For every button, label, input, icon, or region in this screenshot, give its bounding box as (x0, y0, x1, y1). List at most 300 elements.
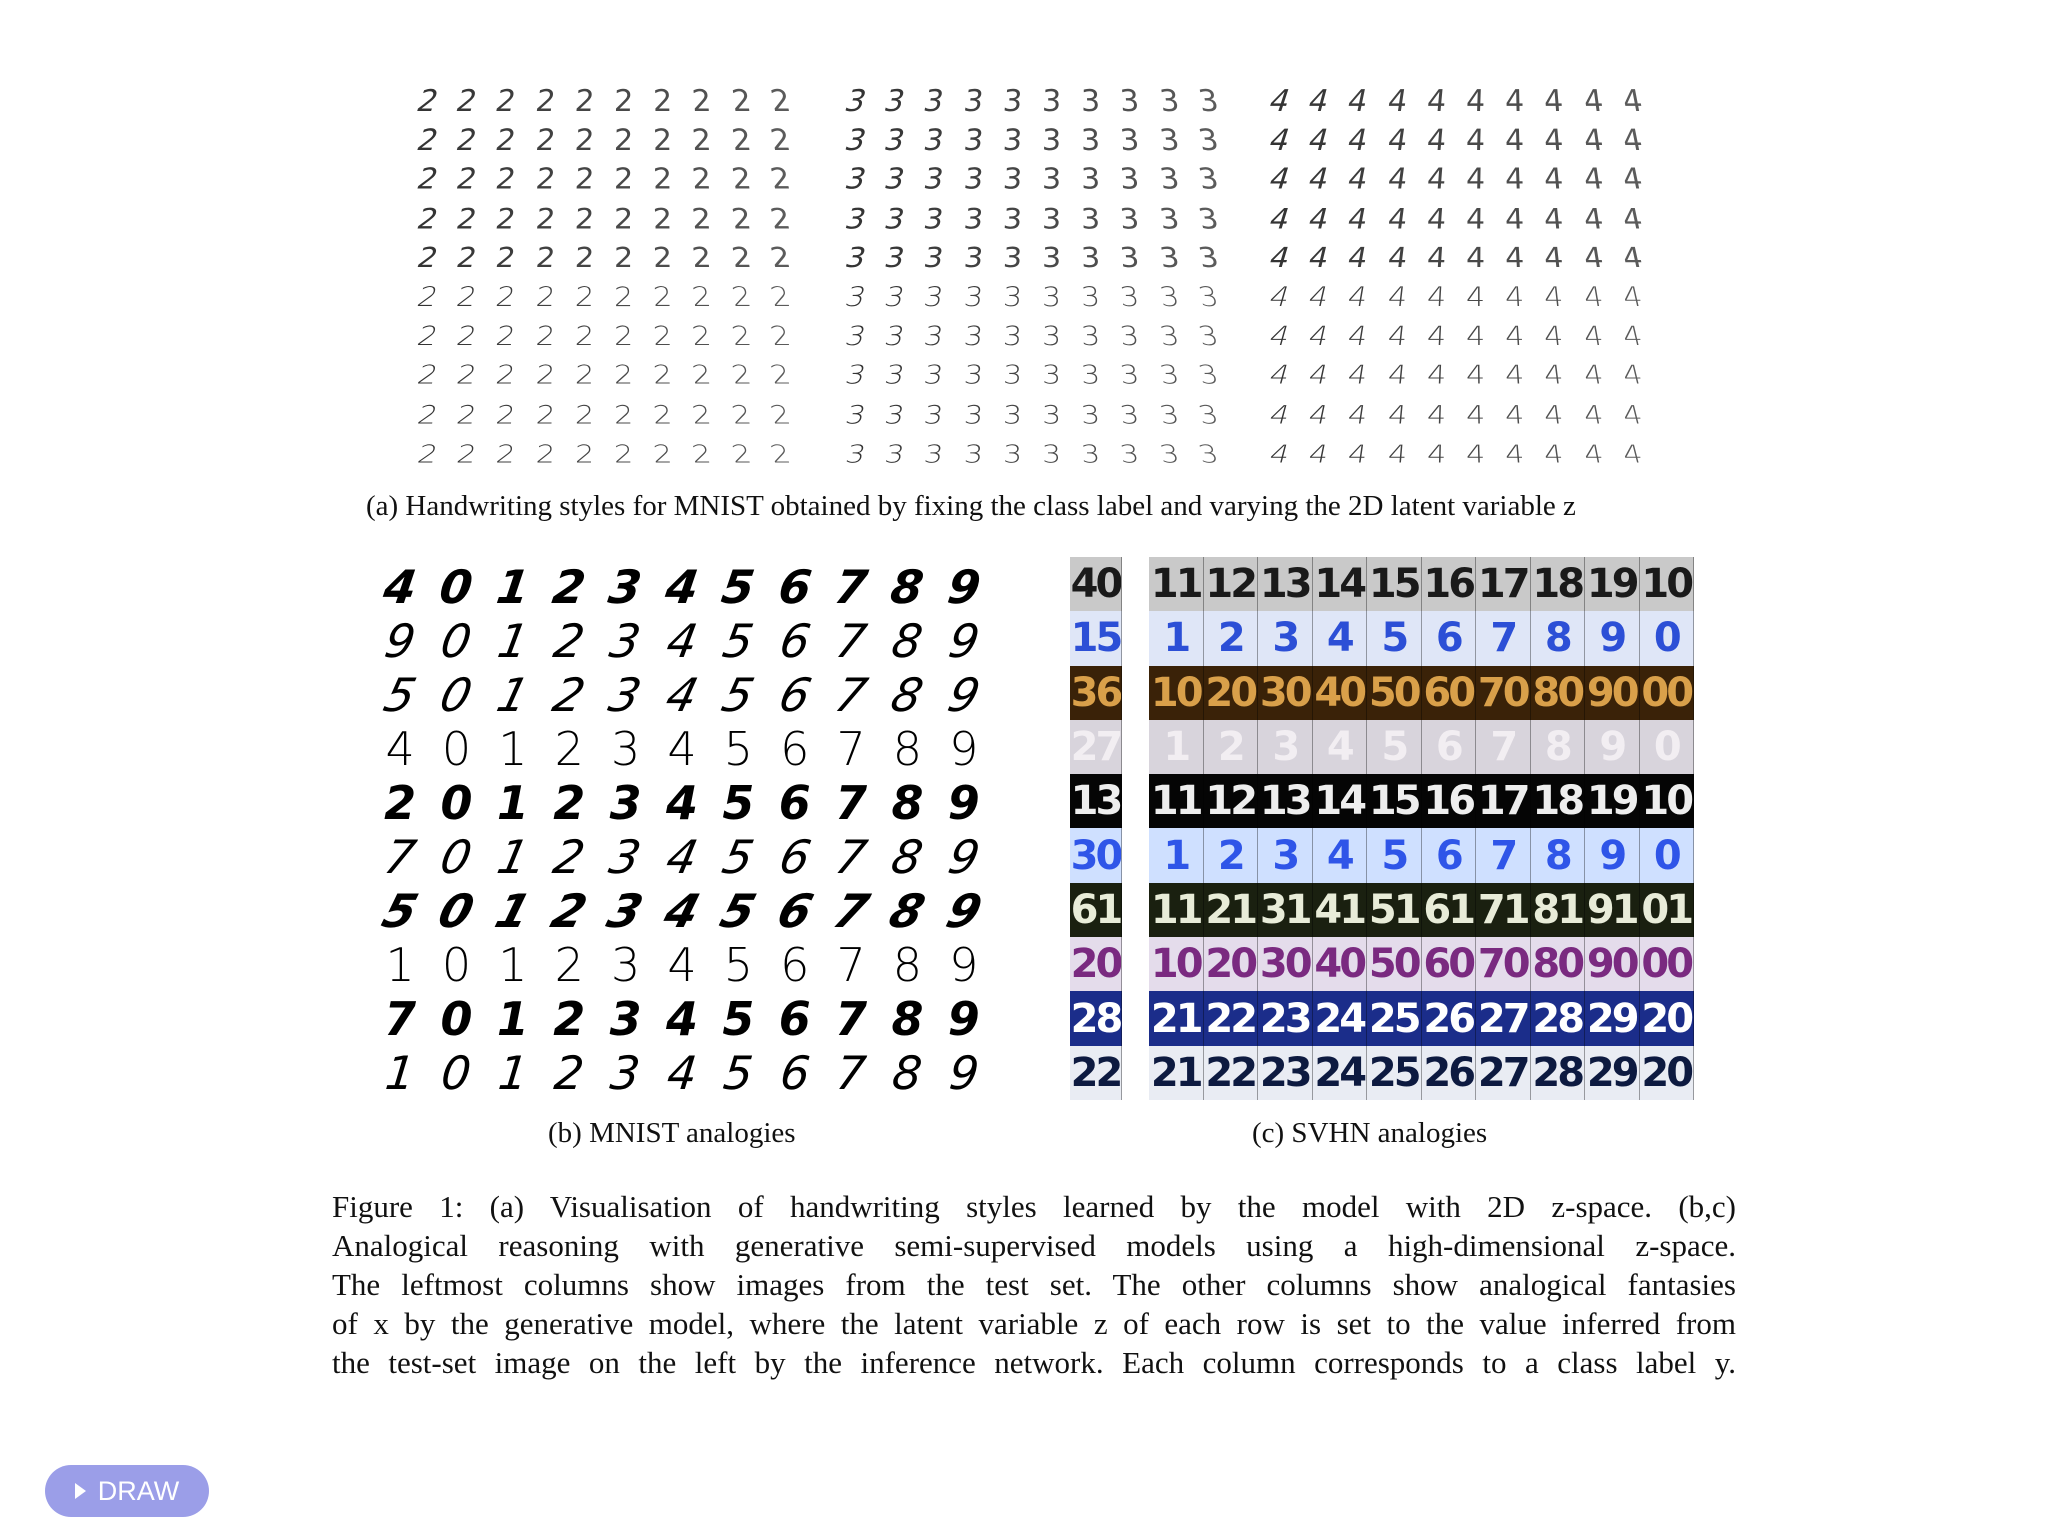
style-digit: 4 (1542, 162, 1566, 197)
style-digit: 2 (767, 202, 794, 236)
style-grid-digit-3 (836, 82, 1228, 474)
style-digit: 2 (767, 123, 794, 158)
style-digit: 2 (613, 202, 634, 236)
mnist-analogy-digit: 5 (722, 992, 755, 1046)
style-digit: 2 (767, 320, 794, 352)
style-digit: 4 (1542, 202, 1566, 236)
style-digit: 2 (728, 320, 754, 352)
style-digit: 3 (1118, 123, 1141, 158)
style-digit: 3 (921, 241, 947, 275)
mnist-analogy-digit: 3 (610, 938, 641, 992)
style-digit: 4 (1266, 360, 1294, 391)
mnist-analogy-digit: 7 (831, 560, 871, 614)
svhn-analogy-tile: 22 (1204, 991, 1259, 1045)
svhn-analogy-tile: 25 (1367, 991, 1422, 1045)
svhn-analogy-tile: 18 (1531, 774, 1586, 828)
caption-panel-c: (c) SVHN analogies (1252, 1117, 1488, 1149)
svhn-analogy-tile: 40 (1313, 937, 1368, 991)
style-digit: 3 (1079, 439, 1102, 469)
mnist-analogy-digit: 0 (436, 560, 477, 614)
style-digit: 4 (1346, 400, 1370, 430)
mnist-analogy-digit: 6 (780, 938, 810, 992)
svhn-analogy-tile: 14 (1313, 774, 1368, 828)
style-digit: 3 (1080, 202, 1101, 236)
style-digit: 4 (1542, 439, 1566, 469)
draw-button[interactable] (45, 1465, 209, 1517)
style-digit: 4 (1465, 320, 1486, 352)
mnist-analogy-digit: 3 (609, 992, 642, 1046)
style-digit: 2 (454, 360, 480, 391)
style-digit: 4 (1619, 83, 1646, 119)
style-digit: 2 (767, 439, 794, 469)
style-digit: 3 (1041, 320, 1062, 352)
mnist-analogy-digit: 6 (778, 776, 811, 830)
style-digit: 4 (1619, 400, 1646, 430)
svhn-analogy-tile: 13 (1258, 557, 1313, 611)
svhn-analogy-tile: 5 (1367, 828, 1422, 882)
style-digit: 2 (690, 400, 714, 430)
mnist-analogy-digit: 8 (889, 1046, 925, 1100)
style-digit: 2 (573, 202, 596, 236)
style-digit: 2 (573, 83, 596, 119)
svhn-analogy-tile: 6 (1422, 611, 1477, 665)
svhn-analogy-tile: 28 (1531, 991, 1586, 1045)
style-digit: 3 (1118, 320, 1142, 352)
style-digit: 4 (1503, 439, 1526, 469)
style-digit: 3 (1195, 400, 1222, 430)
mnist-analogy-digit: 2 (551, 1046, 587, 1100)
svhn-analogy-tile: 2 (1204, 720, 1259, 774)
style-digit: 2 (494, 360, 518, 391)
style-digit: 4 (1619, 162, 1646, 197)
style-digit: 2 (767, 241, 794, 275)
svhn-analogy-tile: 20 (1640, 991, 1695, 1045)
mnist-analogy-digit: 2 (549, 614, 589, 668)
style-digit: 4 (1385, 83, 1410, 119)
style-digit: 4 (1580, 320, 1606, 352)
style-digit: 3 (1118, 162, 1142, 197)
style-digit: 4 (1426, 439, 1447, 469)
mnist-analogy-digit: 5 (723, 938, 753, 992)
style-digit: 3 (921, 281, 947, 313)
mnist-analogy-digit: 7 (833, 1046, 869, 1100)
style-digit: 4 (1619, 360, 1646, 391)
style-grid-digit-4 (1260, 82, 1652, 474)
mnist-analogy-digit: 0 (440, 776, 473, 830)
figure-caption-line: Figure 1: (a) Visualisation of handwriting styles learned by the model with 2D z-space. (b,c) (332, 1189, 1736, 1224)
style-digit: 2 (690, 281, 714, 313)
svhn-test-tile: 20 (1070, 937, 1122, 991)
style-digit: 3 (1195, 123, 1222, 158)
svhn-analogy-tile: 00 (1640, 666, 1695, 720)
style-digit: 2 (728, 400, 754, 430)
svhn-analogy-tile: 00 (1640, 937, 1695, 991)
style-digit: 3 (1042, 281, 1062, 313)
svhn-test-tile: 22 (1070, 1046, 1122, 1100)
style-digit: 3 (1001, 202, 1024, 236)
mnist-analogy-digit: 5 (718, 560, 759, 614)
style-digit: 4 (1386, 400, 1409, 430)
svhn-analogy-tile: 4 (1313, 828, 1368, 882)
style-digit: 3 (1195, 162, 1222, 197)
figure-caption (332, 1187, 1736, 1382)
svhn-analogy-tile: 17 (1476, 774, 1531, 828)
mnist-analogy-digit: 5 (717, 830, 759, 884)
mnist-analogy-digit: 2 (553, 776, 586, 830)
style-digit: 3 (1195, 241, 1222, 275)
style-digit: 2 (691, 83, 713, 119)
style-digit: 2 (534, 320, 557, 352)
style-digit: 3 (921, 162, 947, 197)
style-digit: 3 (1156, 320, 1182, 352)
style-digit: 4 (1265, 320, 1294, 352)
style-digit: 2 (454, 400, 480, 430)
style-digit: 3 (922, 360, 946, 391)
mnist-analogy-digit: 4 (658, 884, 706, 938)
style-digit: 2 (533, 123, 558, 158)
style-digit: 2 (652, 162, 673, 197)
style-digit: 3 (881, 241, 909, 275)
style-digit: 2 (533, 241, 557, 275)
style-digit: 4 (1543, 83, 1565, 119)
mnist-analogy-digit: 9 (943, 830, 985, 884)
style-digit: 4 (1619, 320, 1646, 352)
svhn-analogy-tile: 8 (1531, 611, 1586, 665)
style-digit: 2 (613, 439, 634, 469)
mnist-analogy-digit: 9 (942, 668, 986, 722)
style-digit: 2 (534, 360, 557, 391)
mnist-test-digit: 9 (380, 614, 420, 668)
style-digit: 2 (652, 360, 674, 391)
style-digit: 3 (1195, 202, 1222, 236)
style-digit: 4 (1465, 123, 1486, 158)
style-digit: 2 (613, 360, 634, 391)
svhn-analogy-tile: 20 (1204, 666, 1259, 720)
mnist-analogy-digit: 0 (436, 830, 477, 884)
svhn-analogy-tile: 8 (1531, 720, 1586, 774)
style-digit: 4 (1426, 360, 1447, 391)
style-digit: 3 (1002, 400, 1023, 430)
style-digit: 4 (1266, 439, 1293, 469)
style-digit: 3 (840, 123, 871, 158)
svhn-analogy-tile: 10 (1149, 666, 1204, 720)
style-digit: 2 (614, 281, 634, 313)
style-digit: 4 (1266, 400, 1294, 430)
mnist-test-digit: 5 (378, 668, 422, 722)
style-digit: 4 (1465, 241, 1486, 275)
svhn-analogy-tile: 3 (1258, 720, 1313, 774)
style-digit: 2 (414, 439, 441, 469)
style-digit: 4 (1345, 281, 1371, 313)
style-digit: 4 (1542, 123, 1565, 158)
style-digit: 4 (1306, 439, 1332, 469)
style-digit: 2 (690, 162, 714, 197)
figure-caption-line: of x by the generative model, where the latent variable z of each row is set to the value inferred from (332, 1306, 1736, 1341)
style-digit: 2 (767, 360, 794, 391)
style-digit: 2 (613, 241, 634, 275)
mnist-analogy-digit: 9 (949, 938, 979, 992)
style-digit: 4 (1264, 123, 1295, 158)
style-digit: 4 (1305, 320, 1332, 352)
style-digit: 4 (1265, 202, 1295, 236)
svhn-analogy-tile: 6 (1422, 720, 1477, 774)
style-digit: 4 (1465, 83, 1486, 119)
style-digit: 2 (690, 202, 714, 236)
style-digit: 2 (453, 162, 481, 197)
svhn-analogy-tile: 30 (1258, 666, 1313, 720)
svhn-analogy-tile: 9 (1585, 720, 1640, 774)
style-digit: 3 (1195, 439, 1222, 469)
style-digit: 2 (729, 202, 754, 236)
svhn-analogy-tile: 50 (1367, 937, 1422, 991)
style-digit: 2 (728, 241, 754, 275)
svhn-analogy-tile: 10 (1149, 937, 1204, 991)
mnist-analogy-digit: 7 (831, 614, 871, 668)
mnist-analogy-digit: 7 (829, 668, 873, 722)
style-digit: 4 (1465, 202, 1486, 236)
style-digit: 4 (1542, 241, 1566, 275)
svhn-analogy-tile: 60 (1422, 666, 1477, 720)
style-digit: 2 (493, 123, 520, 158)
svhn-analogy-tile: 90 (1585, 937, 1640, 991)
style-digit: 4 (1542, 320, 1566, 352)
mnist-analogy-digit: 3 (608, 1046, 644, 1100)
style-digit: 2 (412, 83, 443, 119)
style-digit: 2 (574, 320, 595, 352)
svhn-analogy-tile: 20 (1204, 937, 1259, 991)
style-digit: 3 (1156, 439, 1182, 469)
mnist-analogy-digit: 6 (778, 992, 811, 1046)
svhn-analogy-tile: 10 (1640, 557, 1695, 611)
svhn-test-tile: 13 (1070, 774, 1122, 828)
svhn-analogy-tile: 60 (1422, 937, 1477, 991)
style-digit: 3 (1001, 83, 1024, 119)
style-digit: 2 (613, 400, 634, 430)
mnist-analogy-digit: 5 (716, 668, 760, 722)
svhn-analogy-tile: 2 (1204, 828, 1259, 882)
style-digit: 2 (533, 202, 557, 236)
style-digit: 3 (1118, 439, 1142, 469)
svhn-analogy-tile: 14 (1313, 557, 1368, 611)
style-digit: 3 (841, 241, 871, 275)
style-digit: 3 (1118, 202, 1142, 236)
style-digit: 2 (494, 400, 518, 430)
style-digit: 2 (729, 123, 754, 158)
mnist-analogy-digit: 3 (604, 668, 647, 722)
mnist-analogy-digit: 9 (944, 560, 984, 614)
caption-panel-b: (b) MNIST analogies (548, 1117, 796, 1149)
figure-caption-line: the test-set image on the left by the inference network. Each column corresponds to a class label y. (332, 1345, 1736, 1380)
style-digit: 3 (840, 83, 871, 119)
style-digit: 3 (840, 162, 871, 197)
style-digit: 4 (1385, 123, 1410, 158)
mnist-analogy-digit: 2 (547, 668, 591, 722)
style-digit: 2 (453, 281, 481, 313)
mnist-analogy-digit: 3 (605, 830, 647, 884)
style-digit: 3 (922, 439, 946, 469)
mnist-analogy-digit: 3 (609, 776, 642, 830)
style-digit: 2 (494, 439, 518, 469)
svhn-analogy-tile: 26 (1422, 1046, 1477, 1100)
style-digit: 3 (1156, 400, 1182, 430)
svhn-analogy-tile: 70 (1476, 937, 1531, 991)
mnist-analogy-digit: 4 (662, 614, 702, 668)
style-digit: 3 (882, 360, 908, 391)
style-digit: 2 (492, 83, 520, 119)
style-digit: 3 (1195, 360, 1222, 391)
style-digit: 3 (881, 320, 908, 352)
style-digit: 4 (1504, 320, 1526, 352)
style-digit: 4 (1385, 202, 1409, 236)
svhn-analogy-tile: 9 (1585, 828, 1640, 882)
style-digit: 3 (962, 439, 984, 469)
mnist-test-digit: 4 (385, 722, 415, 776)
style-digit: 3 (841, 320, 870, 352)
mnist-analogy-digit: 9 (946, 1046, 982, 1100)
mnist-analogy-digit: 6 (780, 722, 810, 776)
style-digit: 4 (1386, 320, 1409, 352)
mnist-analogy-digit: 2 (548, 830, 590, 884)
style-digit: 4 (1305, 281, 1333, 313)
style-digit: 4 (1542, 400, 1566, 430)
svhn-analogy-tile: 61 (1422, 883, 1477, 937)
style-digit: 4 (1504, 123, 1525, 158)
mnist-analogy-digit: 2 (553, 992, 586, 1046)
style-digit: 3 (1118, 360, 1142, 391)
mnist-analogy-digit: 4 (667, 938, 697, 992)
style-digit: 4 (1542, 360, 1566, 391)
mnist-test-digit: 1 (382, 1046, 418, 1100)
svhn-analogy-tile: 27 (1476, 991, 1531, 1045)
svhn-analogy-tile: 3 (1258, 611, 1313, 665)
svhn-analogy-tile: 10 (1640, 774, 1695, 828)
style-digit: 4 (1264, 162, 1295, 197)
figure-caption-line: Analogical reasoning with generative semi-supervised models using a high-dimensional z-space. (332, 1228, 1736, 1263)
svhn-test-tile: 36 (1070, 666, 1122, 720)
style-digit: 4 (1504, 83, 1525, 119)
mnist-analogy-digit: 1 (489, 884, 537, 938)
mnist-analogy-digit: 6 (770, 884, 819, 938)
style-digit: 4 (1346, 320, 1371, 352)
style-digit: 3 (880, 83, 910, 119)
mnist-analogy-digit: 7 (835, 776, 868, 830)
style-digit: 3 (1080, 360, 1102, 391)
svhn-analogy-tile: 16 (1422, 557, 1477, 611)
mnist-analogy-digit: 1 (495, 1046, 531, 1100)
style-digit: 4 (1581, 123, 1606, 158)
style-digit: 2 (493, 202, 519, 236)
mnist-analogy-digit: 0 (439, 1046, 475, 1100)
style-digit: 4 (1619, 241, 1646, 275)
style-digit: 4 (1504, 360, 1526, 391)
style-digit: 3 (1118, 281, 1142, 313)
style-digit: 2 (493, 281, 519, 313)
svhn-analogy-tile: 30 (1258, 937, 1313, 991)
style-digit: 3 (962, 360, 985, 391)
style-digit: 2 (413, 241, 443, 275)
mnist-analogy-digit: 7 (836, 938, 866, 992)
style-digit: 4 (1425, 202, 1448, 236)
style-digit: 2 (534, 439, 556, 469)
mnist-analogy-digit: 5 (723, 722, 753, 776)
style-digit: 4 (1504, 162, 1525, 197)
style-digit: 3 (1080, 400, 1102, 430)
style-digit: 4 (1580, 439, 1606, 469)
style-digit: 3 (842, 360, 870, 391)
style-digit: 2 (729, 162, 754, 197)
mnist-analogy-digit: 2 (554, 722, 584, 776)
style-digit: 3 (1156, 360, 1182, 391)
style-digit: 2 (728, 281, 754, 313)
style-digit: 4 (1581, 162, 1606, 197)
style-digit: 2 (652, 320, 674, 352)
style-digit: 4 (1465, 439, 1486, 469)
mnist-analogy-digit: 7 (835, 992, 868, 1046)
style-digit: 2 (767, 162, 794, 197)
svhn-analogy-tile: 1 (1149, 720, 1204, 774)
style-digit: 2 (652, 400, 674, 430)
style-digit: 3 (1080, 281, 1102, 313)
svhn-analogy-tile: 24 (1313, 991, 1368, 1045)
style-digit: 2 (690, 241, 714, 275)
style-digit: 3 (921, 202, 947, 236)
style-digit: 4 (1386, 439, 1408, 469)
style-digit: 4 (1385, 241, 1409, 275)
svhn-analogy-tile: 20 (1640, 1046, 1695, 1100)
svhn-analogy-tile: 7 (1476, 611, 1531, 665)
style-digit: 2 (533, 281, 557, 313)
mnist-analogy-digit: 7 (836, 722, 866, 776)
svhn-analogy-tile: 21 (1204, 883, 1259, 937)
svhn-test-tile: 28 (1070, 991, 1122, 1045)
svhn-analogy-tile: 1 (1149, 828, 1204, 882)
style-digit: 3 (1080, 123, 1101, 158)
svhn-analogy-tile: 21 (1149, 991, 1204, 1045)
style-grid-digit-2 (408, 82, 800, 474)
style-digit: 4 (1580, 360, 1606, 391)
mnist-analogy-digit: 4 (665, 992, 698, 1046)
svhn-analogy-tile: 40 (1313, 666, 1368, 720)
style-digit: 3 (961, 241, 985, 275)
style-digit: 3 (961, 202, 985, 236)
svhn-analogy-tile: 81 (1531, 883, 1586, 937)
style-digit: 3 (842, 439, 869, 469)
style-digit: 2 (767, 400, 794, 430)
style-digit: 3 (962, 400, 985, 430)
caption-panel-a: (a) Handwriting styles for MNIST obtained by fixing the class label and varying the 2D latent variable z (366, 490, 1576, 522)
style-digit: 2 (414, 360, 442, 391)
svhn-analogy-tile: 80 (1531, 937, 1586, 991)
style-digit: 2 (494, 320, 519, 352)
mnist-analogy-digit: 9 (947, 992, 980, 1046)
svhn-analogy-tile: 41 (1313, 883, 1368, 937)
mnist-analogy-digit: 2 (545, 884, 594, 938)
style-digit: 3 (880, 123, 909, 158)
style-digit: 2 (452, 83, 482, 119)
style-digit: 3 (1041, 123, 1062, 158)
style-digit: 3 (1080, 83, 1101, 119)
style-digit: 4 (1581, 83, 1606, 119)
style-digit: 3 (1041, 202, 1062, 236)
style-digit: 2 (652, 241, 674, 275)
style-digit: 4 (1345, 123, 1372, 158)
style-digit: 3 (962, 320, 985, 352)
style-digit: 2 (533, 162, 558, 197)
style-digit: 3 (921, 123, 948, 158)
mnist-analogy-digit: 1 (498, 722, 528, 776)
style-digit: 3 (1080, 320, 1102, 352)
svhn-analogy-tile: 19 (1585, 557, 1640, 611)
